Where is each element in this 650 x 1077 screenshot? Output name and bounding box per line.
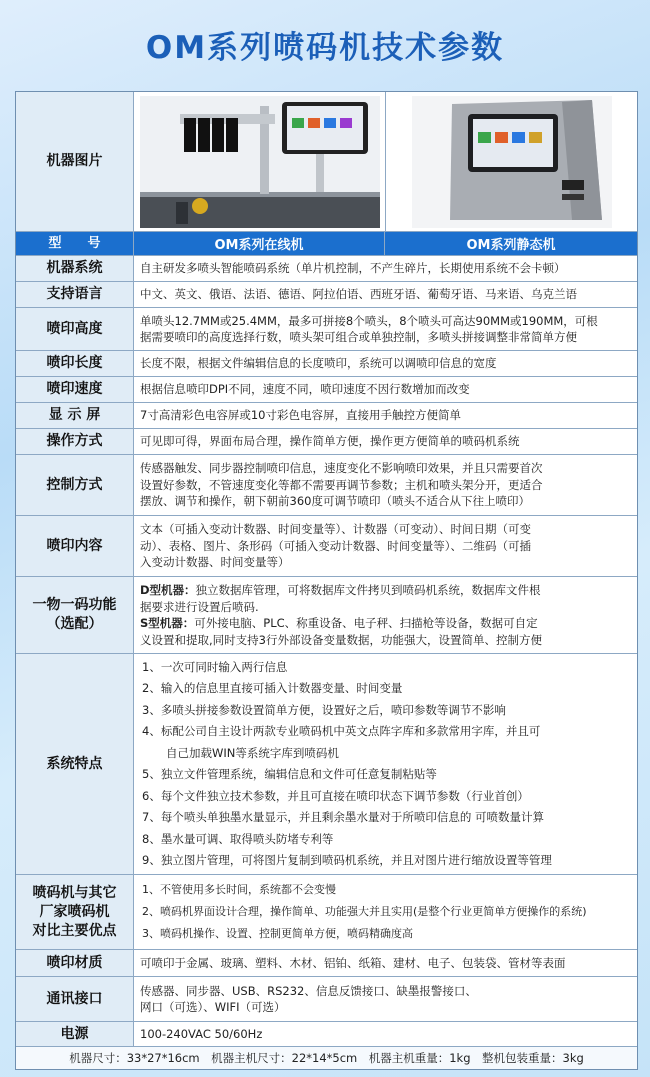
list-item: 4、标配公司自主设计两款专业喷码机中英文点阵字库和多款常用字库，并且可: [142, 724, 541, 738]
list-item: 8、墨水量可调、取得喷头防堵专利等: [142, 831, 334, 846]
row-label: 喷印长度: [16, 351, 134, 376]
row-language: [16, 282, 637, 308]
row-value-line: 义设置和提取,同时支持3行外部设备变量数据，功能强大，设置简单、控制方便: [140, 632, 542, 647]
row-label: 电源: [16, 1022, 134, 1046]
page-title: OM系列喷码机技术参数: [145, 30, 505, 66]
row-value-line: 设置好参数，不管速度变化等都不需要再调节参数；主机和喷头架分开，更适合: [140, 477, 543, 492]
row-value: 中文、英文、俄语、法语、德语、阿拉伯语、西班牙语、葡萄牙语、马来语、乌克兰语: [140, 287, 577, 302]
row-label-line: 一物一码功能: [32, 597, 117, 613]
list-item: 1、一次可同时输入两行信息: [142, 659, 288, 674]
row-features: [16, 654, 637, 875]
row-value: 长度不限，根据文件编辑信息的长度喷印，系统可以调喷印信息的宽度: [140, 356, 497, 371]
row-material: [16, 950, 637, 977]
row-interface: [16, 977, 637, 1022]
row-label-line: 喷码机与其它: [32, 884, 117, 901]
row-footer: [16, 1047, 637, 1069]
row-label: 操作方式: [16, 429, 134, 454]
row-value-line: 文本（可插入变动计数器、时间变量等）、计数器（可变动）、时间日期（可变: [140, 522, 531, 537]
list-item: 自己加载WIN等系统字库到喷码机: [166, 745, 339, 760]
row-value: 100-240VAC 50/60Hz: [140, 1026, 263, 1041]
row-label: 喷印材质: [16, 950, 134, 976]
row-label: 机器系统: [16, 256, 134, 281]
row-label: 喷印高度: [16, 308, 134, 350]
row-value-line: 网口（可选）、WIFI（可选）: [140, 1000, 286, 1014]
row-screen: [16, 403, 637, 429]
row-label: 喷印速度: [16, 377, 134, 402]
row-print-speed: [16, 377, 637, 403]
list-item: 3、喷码机操作、设置、控制更简单方便，喷码精确度高: [142, 927, 413, 940]
online-machine-image: [134, 92, 386, 231]
row-print-height: [16, 308, 637, 351]
row-value-line: 据需要喷印的高度选择行数，喷头架可组合或单独控制，多喷头拼接调整非常简单方便: [140, 330, 577, 344]
footer-dimensions: 机器尺寸：33*27*16cm 机器主机尺寸：22*14*5cm 机器主机重量：1kg 整机包装重量：3kg: [16, 1047, 637, 1069]
row-one-code: [16, 577, 637, 654]
row-value: 根据信息喷印DPI不同，速度不同，喷印速度不因行数增加而改变: [140, 382, 470, 397]
spec-table: [15, 91, 638, 1070]
row-value: 自主研发多喷头智能喷码系统（单片机控制，不产生碎片，长期使用系统不会卡顿）: [140, 261, 566, 276]
row-label: 支持语言: [16, 282, 134, 307]
s-type-heading: S型机器：: [140, 616, 195, 630]
row-value-line: 据要求进行设置后喷码.: [140, 599, 259, 614]
row-print-length: [16, 351, 637, 377]
list-item: 2、喷码机界面设计合理，操作简单、功能强大并且实用(是整个行业更简单方便操作的系统): [142, 905, 587, 918]
row-system: [16, 256, 637, 282]
row-value-line: 独立数据库管理，可将数据库文件拷贝到喷码机系统，数据库文件根: [195, 583, 541, 597]
list-item: 5、独立文件管理系统，编辑信息和文件可任意复制粘贴等: [142, 767, 437, 781]
list-item: 1、不管使用多长时间，系统都不会变慢: [142, 883, 336, 896]
row-label: 型 号: [16, 232, 134, 255]
row-label: 系统特点: [16, 654, 134, 874]
row-value-line: 传感器、同步器、USB、RS232、信息反馈接口、缺墨报警接口、: [140, 983, 477, 998]
row-label: 喷印内容: [16, 516, 134, 576]
row-operation: [16, 429, 637, 455]
model-static: OM系列静态机: [385, 232, 637, 255]
row-value-line: 动）、表格、图片、条形码（可插入变动计数器、时间变量等）、二维码（可插: [140, 538, 531, 553]
row-label: 机器图片: [16, 92, 134, 231]
row-label: 控制方式: [16, 455, 134, 515]
row-value-line: 单喷头12.7MM或25.4MM，最多可拼接8个喷头，8个喷头可高达90MM或190MM，可根: [140, 313, 598, 328]
row-value-line: 可外接电脑、PLC、称重设备、电子秤、扫描枪等设备，数据可自定: [194, 616, 538, 630]
row-value-line: 摆放、调节和操作，朝下朝前360度可调节喷印（喷头不适合从下往上喷印）: [140, 494, 530, 509]
row-value-line: 入变动计数器、时间变量等）: [140, 555, 290, 570]
list-item: 6、每个文件独立技术参数，并且可直接在喷印状态下调节参数（行业首创）: [142, 788, 529, 803]
list-item: 2、输入的信息里直接可插入计数器变量、时间变量: [142, 681, 403, 695]
list-item: 9、独立图片管理，可将图片复制到喷码机系统，并且对图片进行缩放设置等管理: [142, 853, 552, 867]
row-compare: [16, 875, 637, 950]
row-label: 通讯接口: [16, 977, 134, 1021]
row-label: 显 示 屏: [16, 403, 134, 428]
row-label-line: 厂家喷码机: [39, 903, 110, 920]
row-value-line: 传感器触发、同步器控制喷印信息，速度变化不影响喷印效果，并且只需要首次: [140, 461, 543, 476]
d-type-heading: D型机器：: [140, 583, 196, 597]
row-label: [16, 577, 134, 653]
row-print-content: [16, 516, 637, 577]
row-power: [16, 1022, 637, 1047]
row-control: [16, 455, 637, 516]
static-machine-image: [386, 92, 637, 231]
list-item: 3、多喷头拼接参数设置简单方便，设置好之后，喷印参数等调节不影响: [142, 702, 506, 717]
row-value: 可见即可得，界面布局合理，操作简单方便，操作更方便简单的喷码机系统: [140, 434, 520, 449]
row-label: [16, 875, 134, 949]
row-label-line: 对比主要优点: [32, 922, 117, 939]
model-online: OM系列在线机: [134, 232, 385, 255]
list-item: 7、每个喷头单独墨水量显示，并且剩余墨水量对于所喷印信息的 可喷数量计算: [142, 810, 544, 824]
row-label-line: （选配）: [46, 616, 103, 632]
row-value: 7寸高清彩色电容屏或10寸彩色电容屏，直接用手触控方便简单: [140, 408, 461, 423]
row-model: [16, 232, 637, 256]
row-value: 可喷印于金属、玻璃、塑料、木材、铝铂、纸箱、建材、电子、包装袋、管材等表面: [140, 955, 566, 970]
row-machine-image: [16, 92, 637, 232]
